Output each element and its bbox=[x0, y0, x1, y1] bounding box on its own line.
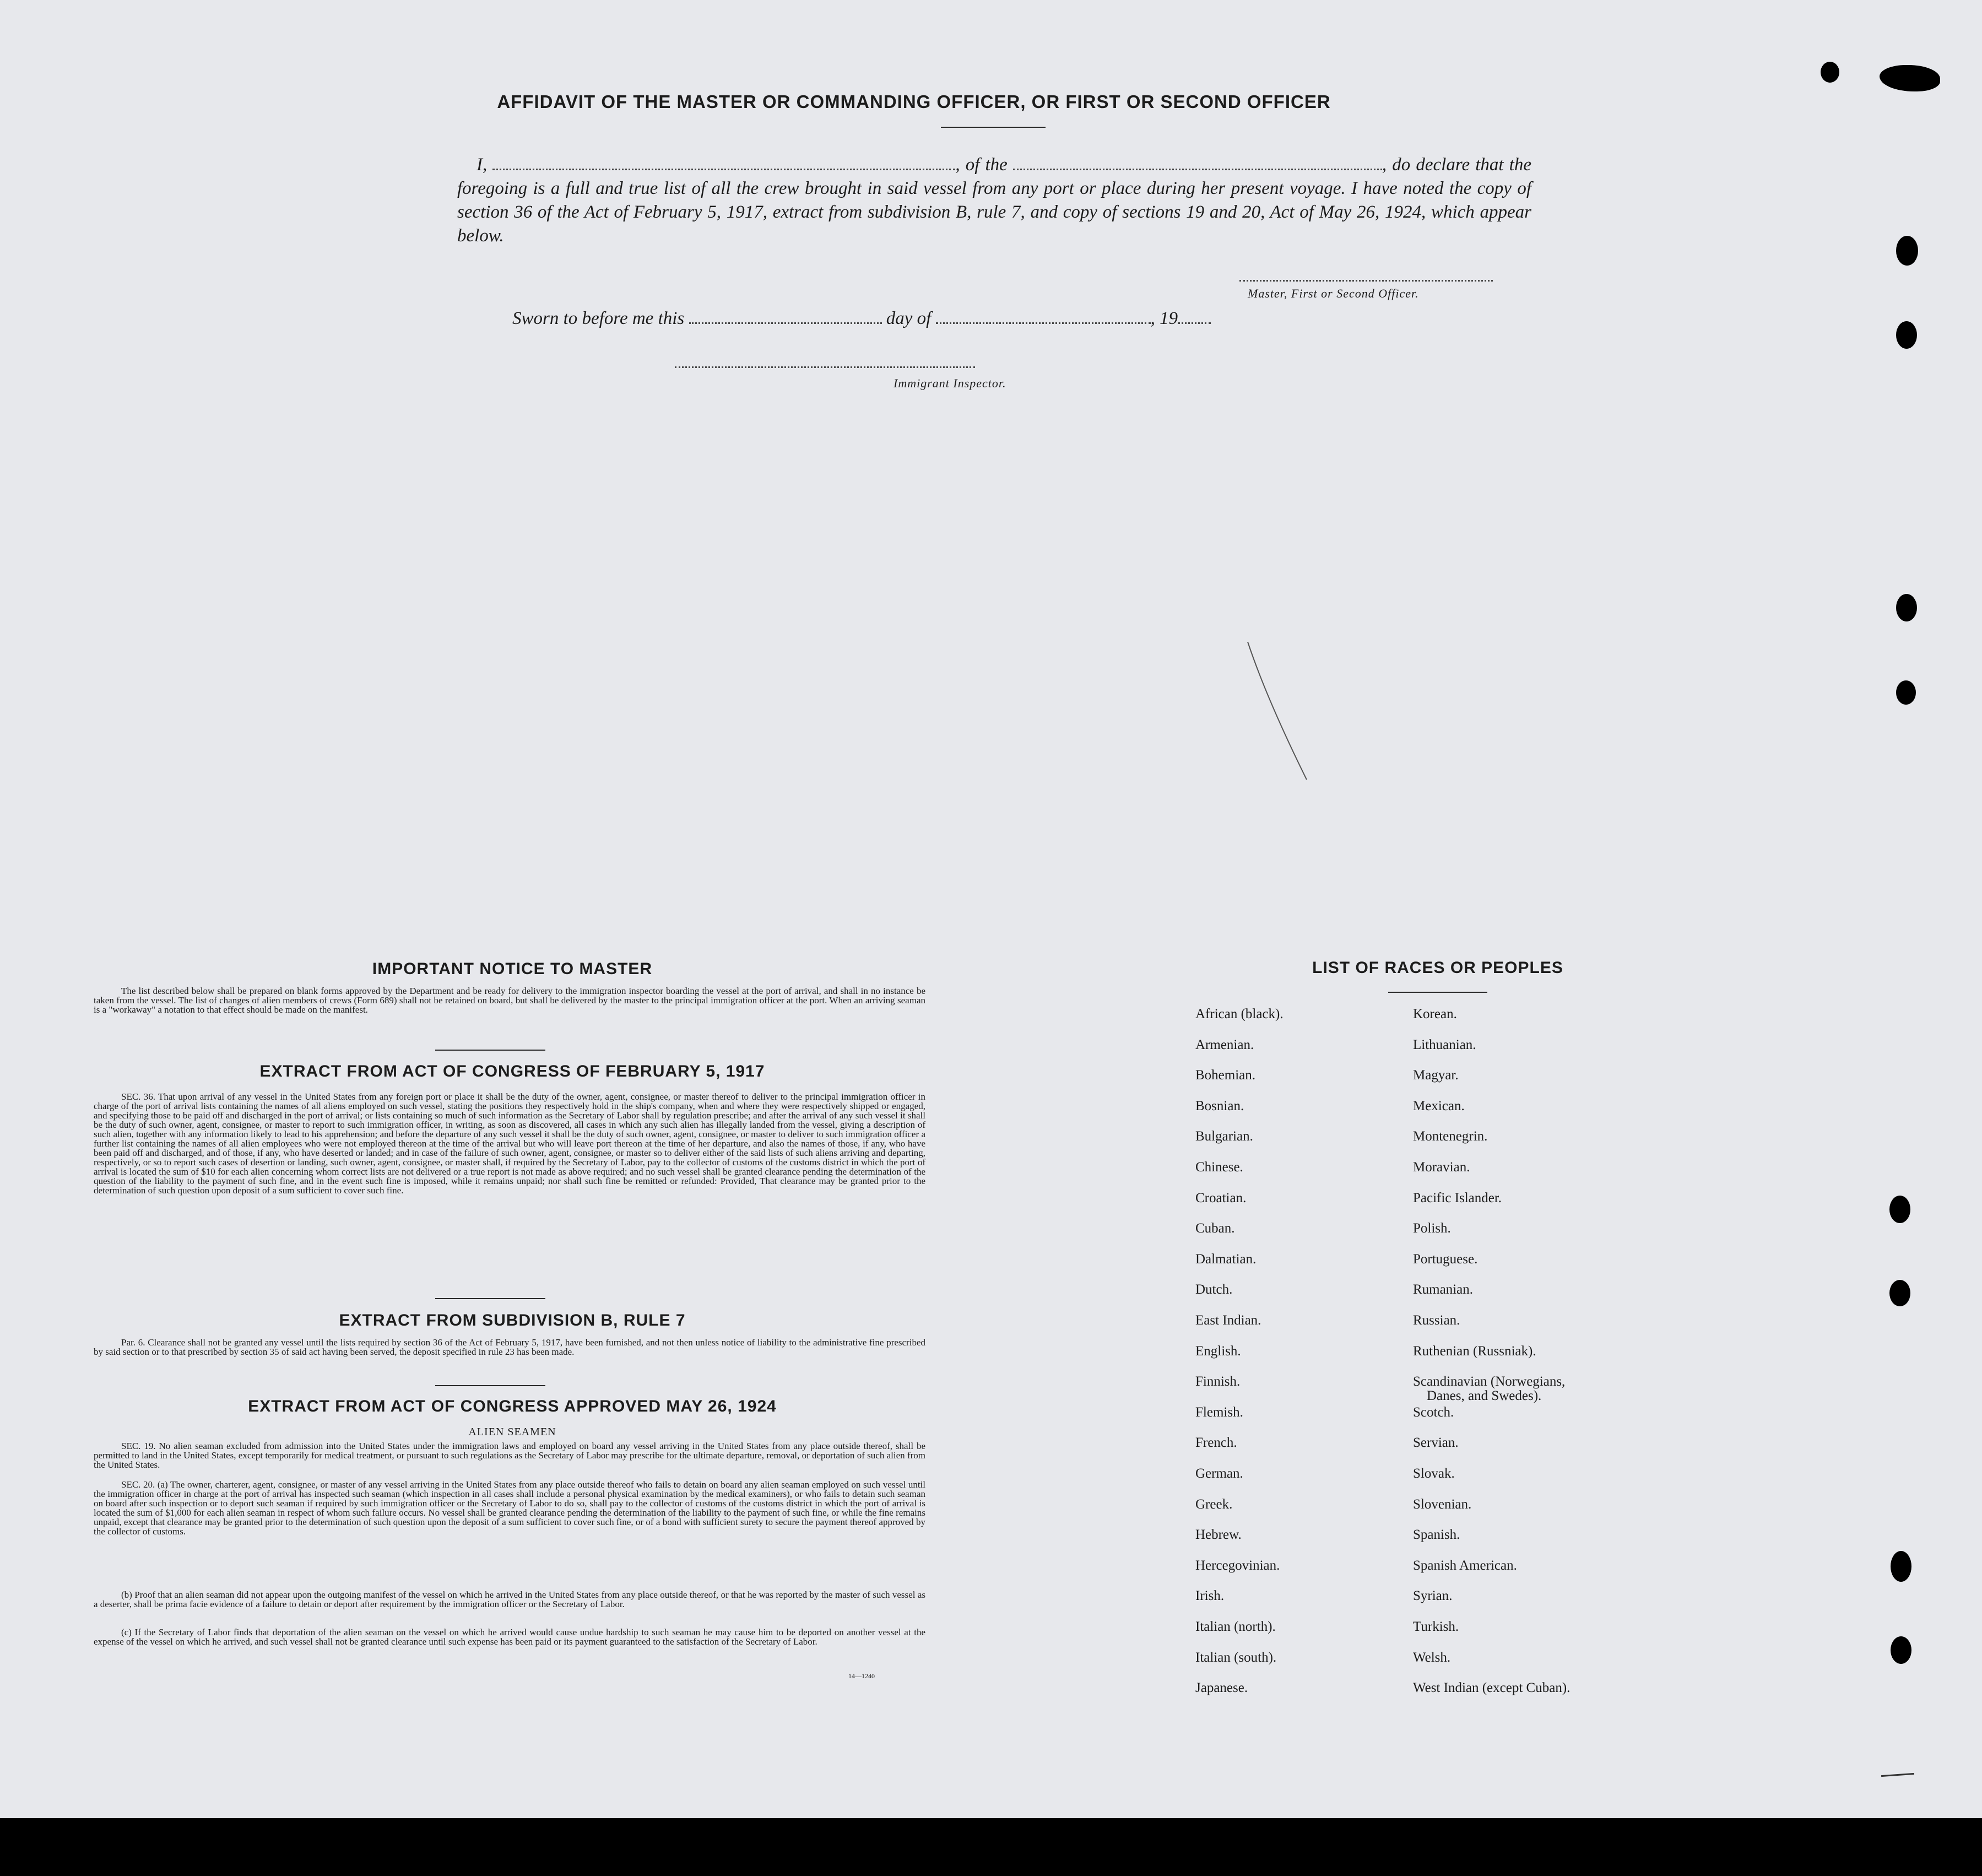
race-list-item: East Indian. bbox=[1195, 1313, 1261, 1328]
race-list-item: West Indian (except Cuban). bbox=[1413, 1680, 1571, 1695]
notice-title: IMPORTANT NOTICE TO MASTER bbox=[372, 960, 653, 978]
vessel-name-field[interactable] bbox=[1013, 158, 1382, 170]
of-the-label: , of the bbox=[955, 155, 1008, 175]
race-list-item: Dutch. bbox=[1195, 1282, 1233, 1297]
extract-1924-title: EXTRACT FROM ACT OF CONGRESS APPROVED MAY 26, 1924 bbox=[248, 1397, 777, 1415]
inspector-label: Immigrant Inspector. bbox=[893, 376, 1006, 390]
race-list-item: Italian (north). bbox=[1195, 1619, 1276, 1634]
form-number: 14—1240 bbox=[848, 1672, 875, 1680]
declarant-name-field[interactable] bbox=[492, 158, 955, 170]
sworn-month-field[interactable] bbox=[936, 312, 1151, 324]
race-list-item: Hebrew. bbox=[1195, 1527, 1242, 1542]
binder-hole bbox=[1889, 1280, 1910, 1306]
extract-1917-text: SEC. 36. That upon arrival of any vessel in the United States from any foreign port or place it shall be the duty of the owner, agent, consignee, or master thereof to deliver to the principal immigration officer in charge of the port of arrival lists containing the names of all aliens employed on such vessel, stating the positions they respectively hold in the ship's company, when and where they were respectively shipped or engaged, and specifying those to be paid off and discharged in the port of arrival; or lists containing so much of such information as the Secretary of Labor shall by regulation prescribe; and after the arrival of any such vessel it shall be the duty of such owner, agent, consignee, or master to report to such immigration officer, in writing, as soon as discovered, all cases in which any such alien has illegally landed from the vessel, giving a description of such alien, together with any information likely to lead to his apprehension; and before the departure of any such vessel it shall be the duty of such owner, agent, consignee, or master to deliver to such immigration officer a further list containing the names of all alien employees who were not employed thereon at the time of the arrival but who will leave port thereon at the time of her departure, and also the names of those, if any, who have been paid off and discharged, and of those, if any, who have deserted or landed; and in case of the failure of such owner, agent, consignee, or master so to deliver either of the said lists of such aliens arriving and departing, respectively, or so to report such cases of desertion or landing, such owner, agent, consignee, or master shall, if required by the Secretary of Labor, pay to the collector of customs of the customs district in which the port of arrival is located the sum of $10 for each alien concerning whom correct lists are not delivered or a true report is not made as above required; and no such vessel shall be granted clearance pending the determination of the question of the liability to the payment of such fine, and in the event such fine is imposed, while it remains unpaid; nor shall such fine be remitted or refunded: Provided, That clearance may be granted prior to the determination of such question upon deposit of a sum sufficient to cover such fine. bbox=[94, 1091, 925, 1196]
divider bbox=[435, 1298, 545, 1299]
race-list-item: Bosnian. bbox=[1195, 1099, 1244, 1113]
binder-hole bbox=[1891, 1636, 1911, 1664]
binder-hole bbox=[1896, 594, 1917, 621]
race-list-item: Armenian. bbox=[1195, 1037, 1254, 1052]
race-list-item: Servian. bbox=[1413, 1435, 1459, 1450]
race-list-item: Mexican. bbox=[1413, 1099, 1465, 1113]
race-list-item: Irish. bbox=[1195, 1588, 1225, 1603]
binder-hole bbox=[1889, 1196, 1910, 1223]
i-label: I, bbox=[476, 155, 488, 175]
race-list-item: Italian (south). bbox=[1195, 1650, 1277, 1665]
race-list-item: Lithuanian. bbox=[1413, 1037, 1476, 1052]
race-list-item: Spanish American. bbox=[1413, 1558, 1517, 1573]
race-list-item: German. bbox=[1195, 1466, 1243, 1481]
race-list-item: Scotch. bbox=[1413, 1405, 1454, 1420]
binder-hole bbox=[1896, 321, 1917, 349]
race-list-item: Korean. bbox=[1413, 1007, 1457, 1021]
race-list-item: Rumanian. bbox=[1413, 1282, 1474, 1297]
race-list-item: Spanish. bbox=[1413, 1527, 1460, 1542]
master-signature-label: Master, First or Second Officer. bbox=[1248, 286, 1419, 300]
day-of-label: day of bbox=[886, 309, 932, 328]
race-list-item: Croatian. bbox=[1195, 1191, 1247, 1205]
sworn-year-field[interactable] bbox=[1178, 312, 1211, 324]
inspector-signature-line[interactable] bbox=[675, 366, 975, 368]
affidavit-declaration bbox=[457, 153, 1531, 248]
race-list-item: Bulgarian. bbox=[1195, 1129, 1253, 1144]
extract-1924-sec20b: (b) Proof that an alien seaman did not appear upon the outgoing manifest of the vessel on which he arrived in the United States from any place outside thereof, or that he was reported by the master of such vessel as a deserter, shall be prima facie evidence of a failure to detain or deport after requirement by the immigration officer or the Secretary of Labor. bbox=[94, 1590, 925, 1609]
master-signature-line[interactable] bbox=[1239, 280, 1493, 282]
race-list-item: Russian. bbox=[1413, 1313, 1460, 1328]
race-list-item: Moravian. bbox=[1413, 1160, 1470, 1175]
race-list-item: Turkish. bbox=[1413, 1619, 1459, 1634]
races-title: LIST OF RACES OR PEOPLES bbox=[1312, 959, 1563, 977]
sworn-day-field[interactable] bbox=[689, 312, 882, 324]
race-list-item: Bohemian. bbox=[1195, 1068, 1256, 1083]
notice-text: The list described below shall be prepared on blank forms approved by the Department and be ready for delivery to the immigration inspector boarding the vessel at the port of arrival, and shall in no instance be taken from the vessel. The list of changes of alien members of crews (Form 689) shall not be retained on board, but shall be delivered by the master to the principal immigration officer at the port. When an arriving seaman is a "workaway" a notation to that effect should be made on the manifest. bbox=[94, 986, 925, 1015]
divider bbox=[1388, 992, 1487, 993]
declaration-text: that the foregoing is a full and true list of all the crew brought in said vessel from any port or place during her present voyage. I have noted the copy of section 36 of the Act of February 5, 1917, extract from subdivision B, rule 7, and copy of sections 19 and 20, Act of May 26, 1924, which appear below. bbox=[457, 155, 1531, 246]
race-list-item: Slovenian. bbox=[1413, 1497, 1472, 1512]
year-label: , 19 bbox=[1150, 309, 1178, 328]
race-list-item: Montenegrin. bbox=[1413, 1129, 1488, 1144]
binder-hole bbox=[1821, 62, 1839, 83]
binder-hole bbox=[1896, 236, 1918, 266]
race-list-item: Portuguese. bbox=[1413, 1252, 1478, 1267]
title-divider bbox=[941, 127, 1046, 128]
pencil-mark bbox=[1245, 639, 1311, 782]
race-list-item: Flemish. bbox=[1195, 1405, 1243, 1420]
binder-hole bbox=[1891, 1551, 1911, 1582]
race-list-item: Pacific Islander. bbox=[1413, 1191, 1502, 1205]
sworn-label: Sworn to before me this bbox=[512, 309, 685, 328]
race-list-item: French. bbox=[1195, 1435, 1237, 1450]
do-declare-label: , do declare bbox=[1382, 155, 1470, 175]
affidavit-title: AFFIDAVIT OF THE MASTER OR COMMANDING OFFICER, OR FIRST OR SECOND OFFICER bbox=[497, 91, 1331, 112]
race-list-item: Chinese. bbox=[1195, 1160, 1243, 1175]
extract-1924-sec20a: SEC. 20. (a) The owner, charterer, agent, consignee, or master of any vessel arriving in the United States from any place outside thereof who fails to detain on board any alien seaman employed on such vessel until the immigration officer in charge at the port of arrival has inspected such seaman (which inspection in all cases shall include a personal physical examination by the medical examiners), or who fails to detain such seaman on board after such inspection or to deport such seaman if required by such immigration officer or the Secretary of Labor to do so, shall pay to the collector of customs of the customs district in which the port of arrival is located the sum of $1,000 for each alien seaman in respect of whom such failure occurs. No vessel shall be granted clearance pending the determination of the liability to the payment of such fine, or while the fine remains unpaid, except that clearance may be granted prior to the determination of such question upon the deposit of a sum sufficient to cover such fine, or of a bond with sufficient surety to secure the payment thereof approved by the collector of customs. bbox=[94, 1479, 925, 1537]
divider bbox=[435, 1050, 545, 1051]
ink-blot bbox=[1880, 65, 1940, 91]
race-list-item: Dalmatian. bbox=[1195, 1252, 1257, 1267]
extract-rule7-text: Par. 6. Clearance shall not be granted any vessel until the lists required by section 36 of the Act of February 5, 1917, have been furnished, and not then unless notice of liability to the administrative fine prescribed by said section or to that prescribed by section 35 of said act having been served, the deposit specified in rule 23 has been made. bbox=[94, 1337, 925, 1357]
race-list-item: Slovak. bbox=[1413, 1466, 1455, 1481]
sworn-line bbox=[512, 309, 1211, 329]
extract-rule7-title: EXTRACT FROM SUBDIVISION B, RULE 7 bbox=[339, 1311, 686, 1329]
race-list-item: Syrian. bbox=[1413, 1588, 1453, 1603]
extract-1917-title: EXTRACT FROM ACT OF CONGRESS OF FEBRUARY 5, 1917 bbox=[259, 1062, 765, 1080]
race-list-item: Hercegovinian. bbox=[1195, 1558, 1280, 1573]
race-list-item: Cuban. bbox=[1195, 1221, 1235, 1236]
race-list-item: Polish. bbox=[1413, 1221, 1451, 1236]
race-list-item: Greek. bbox=[1195, 1497, 1233, 1512]
extract-1924-subtitle: ALIEN SEAMEN bbox=[468, 1426, 556, 1438]
race-list-item: Magyar. bbox=[1413, 1068, 1459, 1083]
race-list-item: Japanese. bbox=[1195, 1680, 1248, 1695]
race-list-item: African (black). bbox=[1195, 1007, 1284, 1021]
scan-mark bbox=[1881, 1773, 1914, 1777]
binder-hole bbox=[1896, 680, 1916, 705]
extract-1924-sec19: SEC. 19. No alien seaman excluded from admission into the United States under the immigration laws and employed on board any vessel arriving in the United States from any place outside thereof, shall be permitted to land in the United States, except temporarily for medical treatment, or pursuant to such regulations as the Secretary of Labor may prescribe for the ultimate departure, removal, or deportation of such alien from the United States. bbox=[94, 1441, 925, 1470]
race-list-item: Ruthenian (Russniak). bbox=[1413, 1344, 1536, 1359]
divider bbox=[435, 1385, 545, 1386]
race-list-item: Scandinavian (Norwegians, Danes, and Swedes). bbox=[1413, 1374, 1566, 1403]
race-list-item: Welsh. bbox=[1413, 1650, 1451, 1665]
extract-1924-sec20c: (c) If the Secretary of Labor finds that deportation of the alien seaman on the vessel on which he arrived would cause undue hardship to such seaman he may cause him to be deported on another vessel at the expense of the vessel on which he arrived, and such vessel shall not be granted clearance until such expense has been paid or its payment guaranteed to the satisfaction of the Secretary of Labor. bbox=[94, 1627, 925, 1647]
race-list-item: Finnish. bbox=[1195, 1374, 1241, 1389]
race-list-item: English. bbox=[1195, 1344, 1241, 1359]
